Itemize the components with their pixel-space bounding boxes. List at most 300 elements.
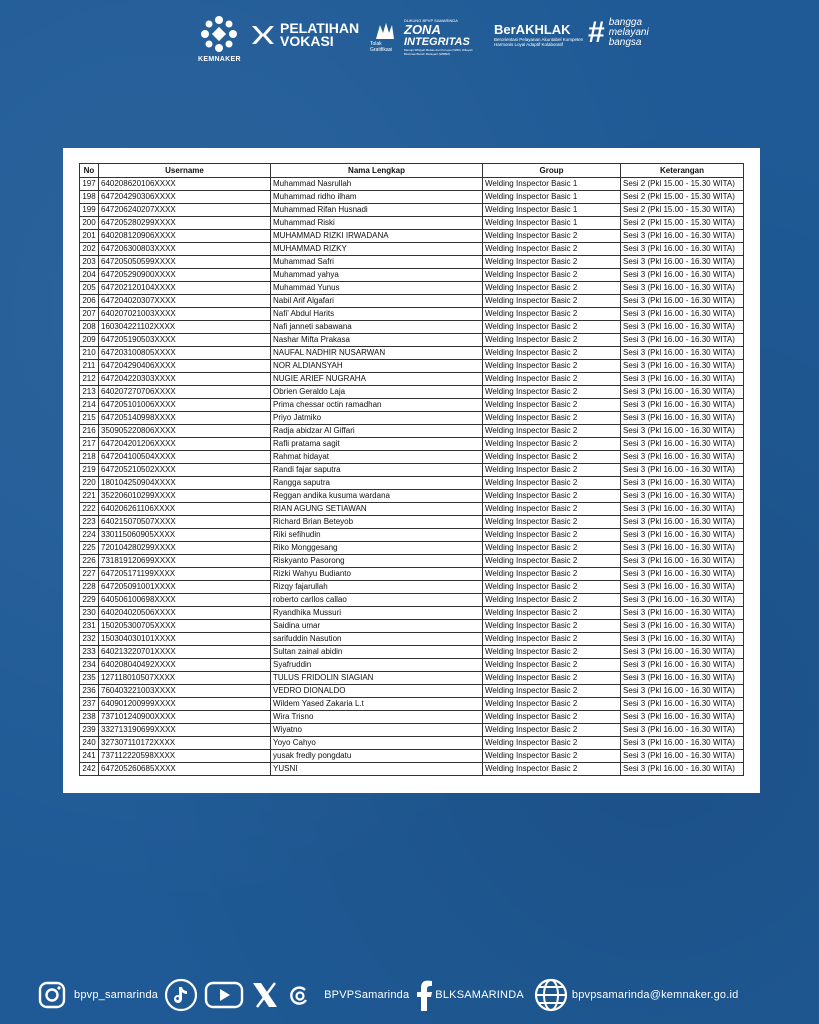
cell-username: 737101240900XXXX: [99, 711, 271, 724]
cell-username: 640506100698XXXX: [99, 594, 271, 607]
table-row: [80, 217, 744, 230]
cell-group: Welding Inspector Basic 2: [483, 269, 621, 282]
cell-nama-lengkap: Riskyanto Pasorong: [271, 555, 483, 568]
table-row: [80, 204, 744, 217]
cell-no: 231: [80, 620, 99, 633]
cell-keterangan: Sesi 3 (Pkl 16.00 - 16.30 WITA): [621, 321, 744, 334]
cell-keterangan: Sesi 2 (Pkl 15.00 - 15.30 WITA): [621, 178, 744, 191]
cell-nama-lengkap: Muhammad Nasrullah: [271, 178, 483, 191]
kemnaker-label: KEMNAKER: [198, 56, 241, 63]
cell-nama-lengkap: Syafruddin: [271, 659, 483, 672]
cell-keterangan: Sesi 3 (Pkl 16.00 - 16.30 WITA): [621, 360, 744, 373]
cell-no: 211: [80, 360, 99, 373]
table-row: [80, 373, 744, 386]
cell-username: 327307110172XXXX: [99, 737, 271, 750]
cell-nama-lengkap: Nafi janneti sabawana: [271, 321, 483, 334]
cell-group: Welding Inspector Basic 2: [483, 581, 621, 594]
participant-table: [79, 163, 744, 776]
cell-group: Welding Inspector Basic 1: [483, 178, 621, 191]
pelatihan-line1: PELATIHAN: [280, 20, 360, 36]
cell-nama-lengkap: TULUS FRIDOLIN SIAGIAN: [271, 672, 483, 685]
table-row: [80, 230, 744, 243]
cell-group: Welding Inspector Basic 2: [483, 633, 621, 646]
cell-no: 232: [80, 633, 99, 646]
cell-no: 235: [80, 672, 99, 685]
youtube-icon[interactable]: [204, 980, 244, 1010]
cell-nama-lengkap: Nashar Mifta Prakasa: [271, 334, 483, 347]
cell-keterangan: Sesi 3 (Pkl 16.00 - 16.30 WITA): [621, 633, 744, 646]
bangga-line2: melayani: [608, 27, 649, 38]
cell-nama-lengkap: Richard Brian Beteyob: [271, 516, 483, 529]
cell-keterangan: Sesi 3 (Pkl 16.00 - 16.30 WITA): [621, 763, 744, 776]
table-row: [80, 438, 744, 451]
table-row: [80, 516, 744, 529]
cell-keterangan: Sesi 3 (Pkl 16.00 - 16.30 WITA): [621, 230, 744, 243]
table-row: [80, 568, 744, 581]
cell-group: Welding Inspector Basic 2: [483, 256, 621, 269]
cell-group: Welding Inspector Basic 2: [483, 425, 621, 438]
cell-no: 239: [80, 724, 99, 737]
cell-keterangan: Sesi 3 (Pkl 16.00 - 16.30 WITA): [621, 607, 744, 620]
facebook-icon[interactable]: [415, 979, 433, 1011]
cell-group: Welding Inspector Basic 2: [483, 711, 621, 724]
table-row: [80, 711, 744, 724]
cell-group: Welding Inspector Basic 2: [483, 386, 621, 399]
cell-no: 217: [80, 438, 99, 451]
cell-nama-lengkap: MUHAMMAD RIZKI IRWADANA: [271, 230, 483, 243]
cell-no: 241: [80, 750, 99, 763]
cell-nama-lengkap: NUGIE ARIEF NUGRAHA: [271, 373, 483, 386]
cell-nama-lengkap: Rahmat hidayat: [271, 451, 483, 464]
cell-nama-lengkap: Saidina umar: [271, 620, 483, 633]
cell-username: 647205101006XXXX: [99, 399, 271, 412]
cell-username: 647206240207XXXX: [99, 204, 271, 217]
cell-no: 229: [80, 594, 99, 607]
cell-nama-lengkap: Rizqy fajarullah: [271, 581, 483, 594]
table-header-row: [80, 164, 744, 178]
cell-group: Welding Inspector Basic 2: [483, 334, 621, 347]
cell-group: Welding Inspector Basic 2: [483, 347, 621, 360]
cell-nama-lengkap: NOR ALDIANSYAH: [271, 360, 483, 373]
table-row: [80, 698, 744, 711]
cell-nama-lengkap: sarifuddin Nasution: [271, 633, 483, 646]
cell-username: 647205280299XXXX: [99, 217, 271, 230]
header-no: No: [80, 164, 99, 178]
cell-username: 640208620106XXXX: [99, 178, 271, 191]
table-row: [80, 607, 744, 620]
cell-keterangan: Sesi 3 (Pkl 16.00 - 16.30 WITA): [621, 256, 744, 269]
table-row: [80, 269, 744, 282]
globe-icon[interactable]: [534, 978, 568, 1012]
cell-nama-lengkap: VEDRO DIONALDO: [271, 685, 483, 698]
tiktok-icon[interactable]: [164, 978, 198, 1012]
cell-no: 202: [80, 243, 99, 256]
cell-group: Welding Inspector Basic 2: [483, 243, 621, 256]
kemnaker-logo: [198, 14, 241, 63]
table-row: [80, 620, 744, 633]
cell-keterangan: Sesi 3 (Pkl 16.00 - 16.30 WITA): [621, 477, 744, 490]
cell-nama-lengkap: Reggan andika kusuma wardana: [271, 490, 483, 503]
cell-keterangan: Sesi 3 (Pkl 16.00 - 16.30 WITA): [621, 308, 744, 321]
table-row: [80, 399, 744, 412]
instagram-icon[interactable]: [36, 979, 68, 1011]
cell-no: 224: [80, 529, 99, 542]
berakhlak-logo: [494, 22, 586, 47]
table-row: [80, 672, 744, 685]
cell-nama-lengkap: Obrien Geraldo Laja: [271, 386, 483, 399]
berakhlak-subtitle: Berorientasi Pelayanan Akuntabel Kompeten Harmonis Loyal Adaptif Kolaboratif: [494, 37, 584, 47]
cell-username: 640207021003XXXX: [99, 308, 271, 321]
cell-keterangan: Sesi 3 (Pkl 16.00 - 16.30 WITA): [621, 685, 744, 698]
cell-no: 234: [80, 659, 99, 672]
cell-nama-lengkap: Muhammad ridho ilham: [271, 191, 483, 204]
cell-username: 647205050599XXXX: [99, 256, 271, 269]
cell-username: 647205171199XXXX: [99, 568, 271, 581]
table-row: [80, 386, 744, 399]
table-row: [80, 282, 744, 295]
cell-no: 237: [80, 698, 99, 711]
email-address[interactable]: bpvpsamarinda@kemnaker.go.id: [571, 989, 739, 1001]
cell-no: 240: [80, 737, 99, 750]
cell-nama-lengkap: roberto carllos callao: [271, 594, 483, 607]
cell-keterangan: Sesi 3 (Pkl 16.00 - 16.30 WITA): [621, 347, 744, 360]
cell-keterangan: Sesi 3 (Pkl 16.00 - 16.30 WITA): [621, 750, 744, 763]
cell-username: 647206300803XXXX: [99, 243, 271, 256]
cell-username: 647204020307XXXX: [99, 295, 271, 308]
cell-group: Welding Inspector Basic 2: [483, 542, 621, 555]
berakhlak-title: BerAKHLAK: [494, 22, 571, 37]
cell-group: Welding Inspector Basic 1: [483, 191, 621, 204]
cell-no: 210: [80, 347, 99, 360]
cell-nama-lengkap: Wira Trisno: [271, 711, 483, 724]
cell-group: Welding Inspector Basic 2: [483, 516, 621, 529]
table-row: [80, 542, 744, 555]
pelatihan-line2: VOKASI: [280, 33, 334, 49]
cell-keterangan: Sesi 3 (Pkl 16.00 - 16.30 WITA): [621, 282, 744, 295]
cell-group: Welding Inspector Basic 2: [483, 607, 621, 620]
cell-username: 640215070507XXXX: [99, 516, 271, 529]
social-handle[interactable]: BPVPSamarinda: [324, 989, 410, 1001]
cell-username: 332713190699XXXX: [99, 724, 271, 737]
cell-no: 215: [80, 412, 99, 425]
cell-keterangan: Sesi 3 (Pkl 16.00 - 16.30 WITA): [621, 243, 744, 256]
cell-keterangan: Sesi 3 (Pkl 16.00 - 16.30 WITA): [621, 594, 744, 607]
cell-no: 230: [80, 607, 99, 620]
cell-username: 647203100805XXXX: [99, 347, 271, 360]
cell-keterangan: Sesi 3 (Pkl 16.00 - 16.30 WITA): [621, 555, 744, 568]
cell-nama-lengkap: Muhammad Rifan Husnadi: [271, 204, 483, 217]
cell-nama-lengkap: Muhammad Yunus: [271, 282, 483, 295]
cell-keterangan: Sesi 3 (Pkl 16.00 - 16.30 WITA): [621, 711, 744, 724]
cell-group: Welding Inspector Basic 2: [483, 568, 621, 581]
table-row: [80, 425, 744, 438]
cell-keterangan: Sesi 3 (Pkl 16.00 - 16.30 WITA): [621, 659, 744, 672]
cell-group: Welding Inspector Basic 2: [483, 646, 621, 659]
cell-no: 213: [80, 386, 99, 399]
cell-keterangan: Sesi 3 (Pkl 16.00 - 16.30 WITA): [621, 516, 744, 529]
kemnaker-emblem-icon: [199, 14, 239, 54]
cell-keterangan: Sesi 3 (Pkl 16.00 - 16.30 WITA): [621, 373, 744, 386]
table-row: [80, 451, 744, 464]
cell-username: 640208040492XXXX: [99, 659, 271, 672]
cell-group: Welding Inspector Basic 2: [483, 230, 621, 243]
cell-no: 197: [80, 178, 99, 191]
table-row: [80, 646, 744, 659]
cell-no: 207: [80, 308, 99, 321]
cell-nama-lengkap: Muhammad Riski: [271, 217, 483, 230]
cell-nama-lengkap: Rafli pratama sagit: [271, 438, 483, 451]
cell-keterangan: Sesi 3 (Pkl 16.00 - 16.30 WITA): [621, 724, 744, 737]
cell-nama-lengkap: Ryandhika Mussuri: [271, 607, 483, 620]
cell-no: 226: [80, 555, 99, 568]
cell-no: 208: [80, 321, 99, 334]
cell-nama-lengkap: yusak fredly pongdatu: [271, 750, 483, 763]
cell-group: Welding Inspector Basic 1: [483, 217, 621, 230]
cell-group: Welding Inspector Basic 1: [483, 204, 621, 217]
cell-keterangan: Sesi 2 (Pkl 15.00 - 15.30 WITA): [621, 217, 744, 230]
table-row: [80, 737, 744, 750]
cell-keterangan: Sesi 3 (Pkl 16.00 - 16.30 WITA): [621, 295, 744, 308]
cell-no: 225: [80, 542, 99, 555]
cell-keterangan: Sesi 3 (Pkl 16.00 - 16.30 WITA): [621, 737, 744, 750]
cell-username: 640901200999XXXX: [99, 698, 271, 711]
tolak-label: Tolak Gratifikasi: [370, 41, 393, 53]
cell-username: 647205091001XXXX: [99, 581, 271, 594]
table-row: [80, 490, 744, 503]
participant-sheet: [63, 148, 760, 793]
cell-no: 201: [80, 230, 99, 243]
cell-keterangan: Sesi 3 (Pkl 16.00 - 16.30 WITA): [621, 581, 744, 594]
cell-group: Welding Inspector Basic 2: [483, 451, 621, 464]
cell-no: 199: [80, 204, 99, 217]
cell-username: 640208120906XXXX: [99, 230, 271, 243]
cell-keterangan: Sesi 3 (Pkl 16.00 - 16.30 WITA): [621, 399, 744, 412]
cell-username: 647204290306XXXX: [99, 191, 271, 204]
cell-keterangan: Sesi 3 (Pkl 16.00 - 16.30 WITA): [621, 451, 744, 464]
table-row: [80, 178, 744, 191]
table-row: [80, 295, 744, 308]
cell-username: 647205210502XXXX: [99, 464, 271, 477]
cell-username: 760403221003XXXX: [99, 685, 271, 698]
cell-no: 236: [80, 685, 99, 698]
cell-username: 720104280299XXXX: [99, 542, 271, 555]
cell-username: 647205140998XXXX: [99, 412, 271, 425]
cell-username: 350905220806XXXX: [99, 425, 271, 438]
threads-icon[interactable]: [284, 980, 314, 1010]
table-row: [80, 594, 744, 607]
zona-integritas-logo: [370, 18, 484, 56]
cell-username: 647204290406XXXX: [99, 360, 271, 373]
table-row: [80, 308, 744, 321]
table-row: [80, 659, 744, 672]
header-keterangan: Keterangan: [621, 164, 744, 178]
table-row: [80, 763, 744, 776]
cell-keterangan: Sesi 3 (Pkl 16.00 - 16.30 WITA): [621, 386, 744, 399]
cell-username: 737112220598XXXX: [99, 750, 271, 763]
cell-group: Welding Inspector Basic 2: [483, 659, 621, 672]
cell-group: Welding Inspector Basic 2: [483, 503, 621, 516]
cell-no: 203: [80, 256, 99, 269]
cell-username: 150205300705XXXX: [99, 620, 271, 633]
x-icon[interactable]: [250, 980, 280, 1010]
table-row: [80, 724, 744, 737]
table-row: [80, 633, 744, 646]
cell-keterangan: Sesi 3 (Pkl 16.00 - 16.30 WITA): [621, 503, 744, 516]
table-row: [80, 503, 744, 516]
table-row: [80, 685, 744, 698]
cell-group: Welding Inspector Basic 2: [483, 555, 621, 568]
cell-group: Welding Inspector Basic 2: [483, 737, 621, 750]
cell-username: 330115060905XXXX: [99, 529, 271, 542]
cell-no: 212: [80, 373, 99, 386]
table-row: [80, 464, 744, 477]
social-footer: [36, 976, 776, 1014]
cell-group: Welding Inspector Basic 2: [483, 763, 621, 776]
cell-username: 731819120699XXXX: [99, 555, 271, 568]
zona-line2: INTEGRITAS: [404, 36, 470, 48]
header-nama-lengkap: Nama Lengkap: [271, 164, 483, 178]
cell-username: 640207270706XXXX: [99, 386, 271, 399]
cell-keterangan: Sesi 3 (Pkl 16.00 - 16.30 WITA): [621, 412, 744, 425]
table-row: [80, 256, 744, 269]
bangga-melayani-bangsa-logo: [588, 18, 649, 48]
cell-nama-lengkap: Yoyo Cahyo: [271, 737, 483, 750]
cell-nama-lengkap: Muhammad Safri: [271, 256, 483, 269]
cell-no: 214: [80, 399, 99, 412]
cell-nama-lengkap: RIAN AGUNG SETIAWAN: [271, 503, 483, 516]
cell-group: Welding Inspector Basic 2: [483, 373, 621, 386]
cell-no: 223: [80, 516, 99, 529]
cell-no: 204: [80, 269, 99, 282]
cell-no: 219: [80, 464, 99, 477]
cell-nama-lengkap: Nabil Arif Algafari: [271, 295, 483, 308]
table-row: [80, 347, 744, 360]
cell-no: 222: [80, 503, 99, 516]
cell-keterangan: Sesi 3 (Pkl 16.00 - 16.30 WITA): [621, 542, 744, 555]
cell-keterangan: Sesi 3 (Pkl 16.00 - 16.30 WITA): [621, 490, 744, 503]
cell-username: 352206010299XXXX: [99, 490, 271, 503]
cell-nama-lengkap: Rizki Wahyu Budianto: [271, 568, 483, 581]
tolak-gratifikasi-icon: [372, 21, 398, 41]
cell-keterangan: Sesi 3 (Pkl 16.00 - 16.30 WITA): [621, 269, 744, 282]
cell-no: 205: [80, 282, 99, 295]
cell-no: 227: [80, 568, 99, 581]
table-body: [80, 178, 744, 776]
cell-group: Welding Inspector Basic 2: [483, 620, 621, 633]
cell-group: Welding Inspector Basic 2: [483, 295, 621, 308]
cell-group: Welding Inspector Basic 2: [483, 399, 621, 412]
cell-username: 647202120104XXXX: [99, 282, 271, 295]
cell-username: 640206261106XXXX: [99, 503, 271, 516]
hashtag-icon: #: [588, 16, 605, 49]
header-username: Username: [99, 164, 271, 178]
cell-group: Welding Inspector Basic 2: [483, 529, 621, 542]
table-row: [80, 191, 744, 204]
cell-keterangan: Sesi 3 (Pkl 16.00 - 16.30 WITA): [621, 698, 744, 711]
cell-nama-lengkap: Riki sefihudin: [271, 529, 483, 542]
cell-username: 640204020506XXXX: [99, 607, 271, 620]
cell-group: Welding Inspector Basic 2: [483, 477, 621, 490]
zona-small-bottom: Menuju Wilayah Bebas dari Korupsi (WBK) Wilayah Birokrasi Bersih Melayani (WBBM): [404, 48, 473, 56]
cell-keterangan: Sesi 3 (Pkl 16.00 - 16.30 WITA): [621, 568, 744, 581]
table-row: [80, 243, 744, 256]
cell-keterangan: Sesi 3 (Pkl 16.00 - 16.30 WITA): [621, 438, 744, 451]
cell-nama-lengkap: Riko Monggesang: [271, 542, 483, 555]
cell-keterangan: Sesi 2 (Pkl 15.00 - 15.30 WITA): [621, 191, 744, 204]
cell-no: 233: [80, 646, 99, 659]
cell-group: Welding Inspector Basic 2: [483, 698, 621, 711]
cell-nama-lengkap: Muhammad yahya: [271, 269, 483, 282]
table-row: [80, 477, 744, 490]
cell-nama-lengkap: Nafi' Abdul Harits: [271, 308, 483, 321]
table-row: [80, 321, 744, 334]
cell-nama-lengkap: Prima chessar octin ramadhan: [271, 399, 483, 412]
cell-keterangan: Sesi 3 (Pkl 16.00 - 16.30 WITA): [621, 425, 744, 438]
cell-group: Welding Inspector Basic 2: [483, 724, 621, 737]
cell-username: 180104250904XXXX: [99, 477, 271, 490]
zona-line1: ZONA: [404, 22, 441, 37]
cell-group: Welding Inspector Basic 2: [483, 438, 621, 451]
cell-nama-lengkap: Wiyatno: [271, 724, 483, 737]
cell-keterangan: Sesi 3 (Pkl 16.00 - 16.30 WITA): [621, 464, 744, 477]
cell-group: Welding Inspector Basic 2: [483, 594, 621, 607]
bangga-line1: bangga: [608, 17, 643, 28]
cell-nama-lengkap: NAUFAL NADHIR NUSARWAN: [271, 347, 483, 360]
cell-nama-lengkap: MUHAMMAD RIZKY: [271, 243, 483, 256]
cell-username: 127118010507XXXX: [99, 672, 271, 685]
cell-nama-lengkap: Priyo Jatmiko: [271, 412, 483, 425]
cell-no: 218: [80, 451, 99, 464]
cell-group: Welding Inspector Basic 2: [483, 412, 621, 425]
bangga-line3: bangsa: [608, 37, 642, 48]
cell-username: 647205190503XXXX: [99, 334, 271, 347]
cell-group: Welding Inspector Basic 2: [483, 360, 621, 373]
cell-username: 647204220303XXXX: [99, 373, 271, 386]
cell-keterangan: Sesi 3 (Pkl 16.00 - 16.30 WITA): [621, 672, 744, 685]
table-row: [80, 334, 744, 347]
cell-group: Welding Inspector Basic 2: [483, 282, 621, 295]
cell-nama-lengkap: Wildem Yased Zakaria L.t: [271, 698, 483, 711]
instagram-handle[interactable]: bpvp_samarinda: [74, 989, 159, 1001]
cell-keterangan: Sesi 3 (Pkl 16.00 - 16.30 WITA): [621, 620, 744, 633]
cell-no: 216: [80, 425, 99, 438]
cell-username: 647204100504XXXX: [99, 451, 271, 464]
cell-nama-lengkap: Rangga saputra: [271, 477, 483, 490]
cell-no: 198: [80, 191, 99, 204]
cell-group: Welding Inspector Basic 2: [483, 321, 621, 334]
vokasi-mark-icon: [250, 22, 276, 48]
cell-no: 209: [80, 334, 99, 347]
cell-no: 220: [80, 477, 99, 490]
cell-username: 160304221102XXXX: [99, 321, 271, 334]
cell-no: 242: [80, 763, 99, 776]
cell-username: 647205290900XXXX: [99, 269, 271, 282]
cell-keterangan: Sesi 3 (Pkl 16.00 - 16.30 WITA): [621, 334, 744, 347]
table-row: [80, 360, 744, 373]
cell-group: Welding Inspector Basic 2: [483, 750, 621, 763]
table-row: [80, 529, 744, 542]
cell-nama-lengkap: YUSNI: [271, 763, 483, 776]
cell-nama-lengkap: Sultan zainal abidin: [271, 646, 483, 659]
table-row: [80, 412, 744, 425]
cell-group: Welding Inspector Basic 2: [483, 490, 621, 503]
cell-nama-lengkap: Radja abidzar Al Giffari: [271, 425, 483, 438]
cell-no: 200: [80, 217, 99, 230]
facebook-handle[interactable]: BLKSAMARINDA: [435, 989, 524, 1001]
cell-username: 647204201206XXXX: [99, 438, 271, 451]
cell-no: 228: [80, 581, 99, 594]
cell-no: 238: [80, 711, 99, 724]
